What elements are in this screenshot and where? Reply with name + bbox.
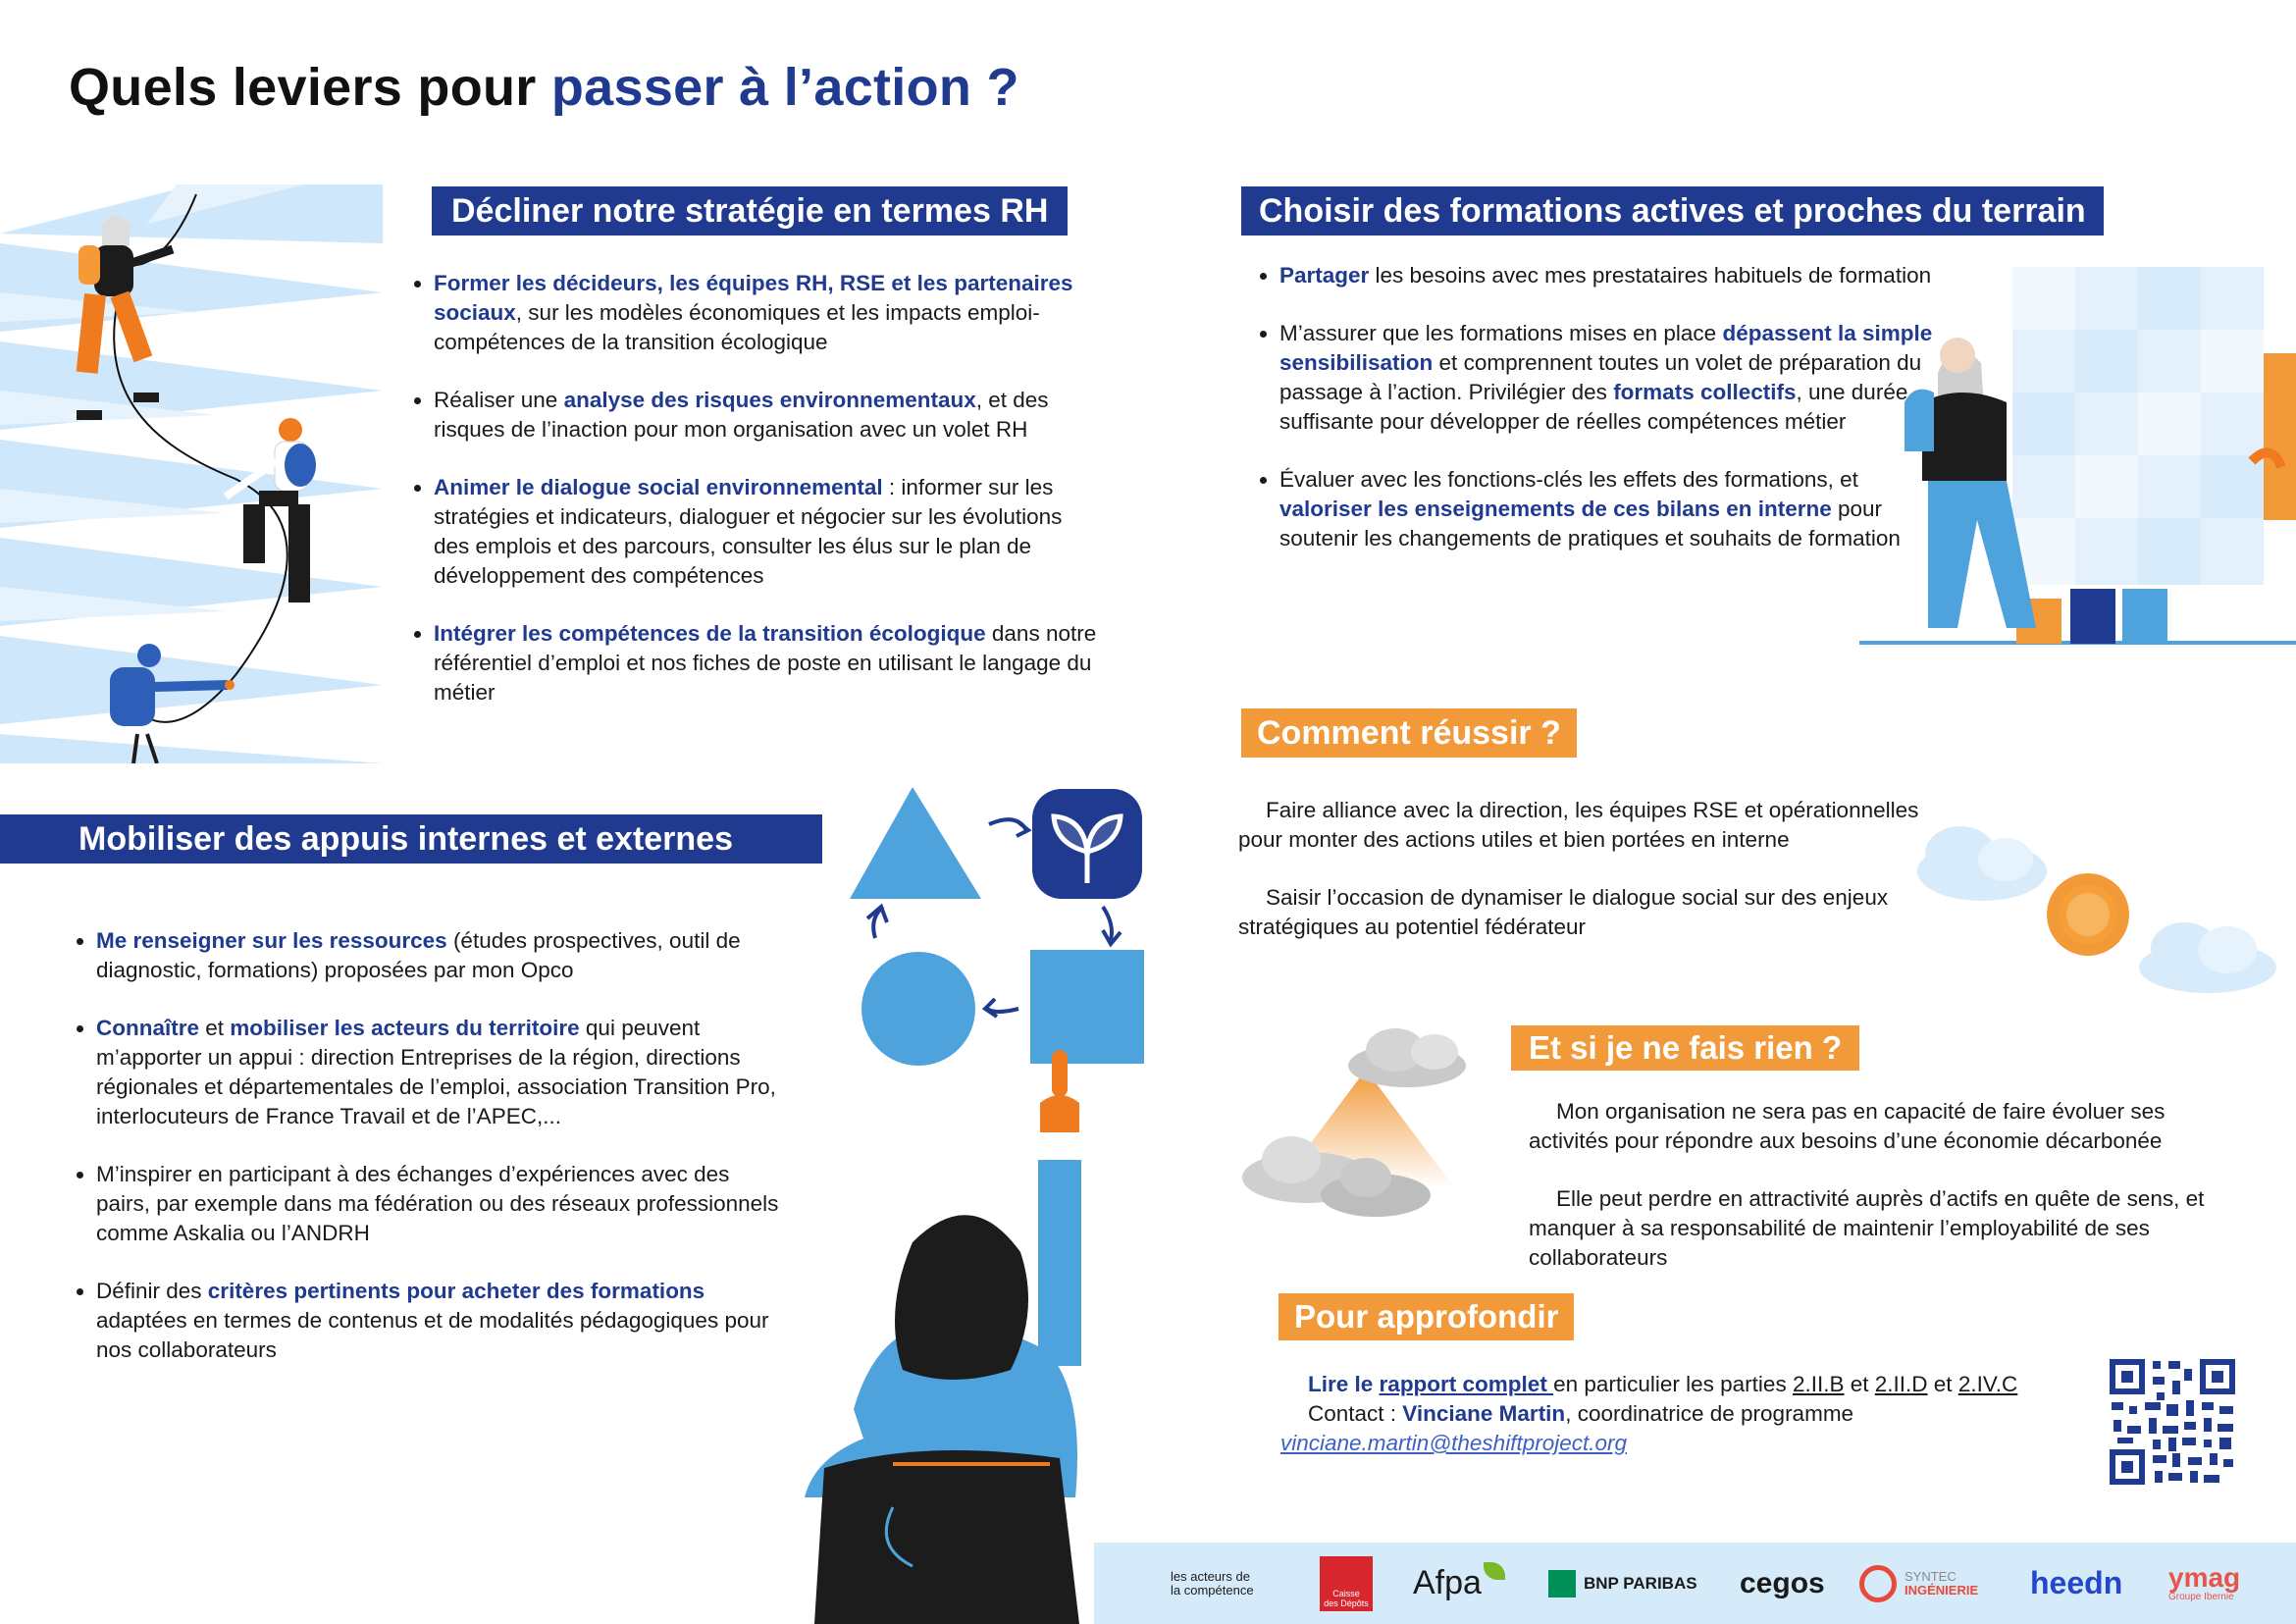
contact-email-link[interactable]: vinciane.martin@theshiftproject.org [1280,1431,1628,1455]
logo-acteurs-competence: les acteurs de la compétence [1171,1568,1254,1598]
list-item: • Former les décideurs, les équipes RH, RSE et les partenaires sociaux, sur les modèles économiques et les impacts emploi-compétences de la transition écologique [434,269,1102,357]
training-heading: Choisir des formations actives et proches du terrain [1241,186,2104,236]
support-heading: Mobiliser des appuis internes et externes [0,814,822,864]
list-item: • Connaître et mobiliser les acteurs du territoire qui peuvent m’apporter un appui : direction Entreprises de la région, directions régionales et départementales de l’emploi, association Transition Pro, interlocuteurs de France Travail et de l’APEC,... [96,1014,784,1131]
deepen-heading: Pour approfondir [1278,1293,1574,1340]
list-item: • Évaluer avec les fonctions-clés les effets des formations, et valoriser les enseignements de ces bilans en interne pour soutenir les changements de pratiques et souhaits de formation [1279,465,1933,553]
nothing-paragraph-1: Mon organisation ne sera pas en capacité de faire évoluer ses activités pour répondre aux besoins d’une économie décarbonée [1529,1099,2166,1153]
climber-illustration [0,184,383,763]
logo-heedn: heedn [2030,1565,2123,1600]
sun-and-clouds-illustration [1904,820,2296,997]
logo-caisse-des-depots: Caisse des Dépôts [1320,1543,1373,1624]
spiral-icon [1859,1565,1897,1602]
nothing-heading: Et si je ne fais rien ? [1511,1025,1859,1071]
list-item: • M’assurer que les formations mises en place dépassent la simple sensibilisation et comprennent toutes un volet de préparation du passage à l’action. Privilégier des formats collectifs, une durée suffisante pour développer de réelles compétences métier [1279,319,1933,437]
logo-cegos: cegos [1740,1566,1825,1599]
strategy-list-container [400,269,1102,736]
list-item: • Réaliser une analyse des risques environnementaux, et des risques de l’inaction pour mon organisation avec un volet RH [434,386,1102,445]
part-link-2-II-B[interactable]: 2.II.B [1792,1372,1845,1396]
sun-icon [2047,873,2129,956]
deepen-contact-line: Contact : Vinciane Martin, coordinatrice de programme [1308,1401,1854,1426]
list-item: • Définir des critères pertinents pour acheter des formations adaptées en termes de contenus et de modalités pédagogiques pour nos collaborateurs [96,1277,784,1365]
bnp-star-icon [1548,1570,1576,1598]
page-title-accent: passer à l’action ? [550,58,1019,117]
logo-bnp-paribas: BNP PARIBAS [1548,1543,1697,1624]
strategy-heading: Décliner notre stratégie en termes RH [432,186,1068,236]
cloud-icon [2139,922,2276,993]
shapes-cycle-illustration [765,781,1158,1624]
page-title: Quels leviers pour passer à l’action ? [69,58,1019,117]
woman-pointing-illustration [805,1050,1081,1624]
success-paragraph-1: Faire alliance avec la direction, les équipes RSE et opérationnelles pour monter des actions utiles et bien portées en interne [1238,798,1919,852]
training-list [1246,261,1933,553]
deepen-reading-line: Lire le rapport complet en particulier les parties 2.II.B et 2.II.D et 2.IV.C [1308,1372,2018,1396]
triangle-shape [850,787,981,899]
logo-afpa: Afpa [1413,1543,1505,1624]
person-holding-board-illustration [1859,265,2296,650]
training-list-container [1246,261,1933,582]
list-item: • Me renseigner sur les ressources (études prospectives, outil de diagnostic, formations) proposées par mon Opco [96,926,784,985]
list-item: • Partager les besoins avec mes prestataires habituels de formation [1279,261,1933,290]
logo-syntec-ingenierie: SYNTEC INGÉNIERIE [1859,1543,1978,1624]
list-item: • Intégrer les compétences de la transition écologique dans notre référentiel d’emploi et nos fiches de poste en utilisant le langage du métier [434,619,1102,707]
part-link-2-IV-C[interactable]: 2.IV.C [1957,1372,2018,1396]
leaf-icon [1484,1562,1505,1580]
qr-code-icon[interactable] [2108,1357,2237,1487]
success-heading: Comment réussir ? [1241,708,1577,758]
mountain-clouds-illustration [1238,1021,1474,1227]
square-shape [1030,950,1144,1064]
full-report-link[interactable]: rapport complet [1379,1372,1554,1396]
support-list [63,926,784,1365]
logo-ymag: ymag Groupe Ibernie [2168,1562,2241,1602]
success-paragraph-2: Saisir l’occasion de dynamiser le dialogue social sur des enjeux stratégiques au potentiel fédérateur [1238,885,1889,939]
list-item: • Animer le dialogue social environnemental : informer sur les stratégies et indicateurs, dialoguer et négocier sur les évolutions des emplois et des parcours, consulter les élus sur le plan de développement des compétences [434,473,1102,591]
part-link-2-II-D[interactable]: 2.II.D [1874,1372,1928,1396]
strategy-list [400,269,1102,707]
nothing-paragraph-2: Elle peut perdre en attractivité auprès d’actifs en quête de sens, et manquer à sa responsabilité de maintenir l’employabilité de ses collaborateurs [1529,1186,2205,1270]
support-list-container [63,926,784,1393]
list-item: • M’inspirer en participant à des échanges d’expériences avec des pairs, par exemple dans ma fédération ou des réseaux professionnels comme Askalia ou l’ANDRH [96,1160,784,1248]
cloud-icon [1348,1028,1466,1087]
partner-logos-band [1094,1543,2296,1624]
circle-shape [861,952,975,1066]
cloud-icon [1917,826,2047,901]
